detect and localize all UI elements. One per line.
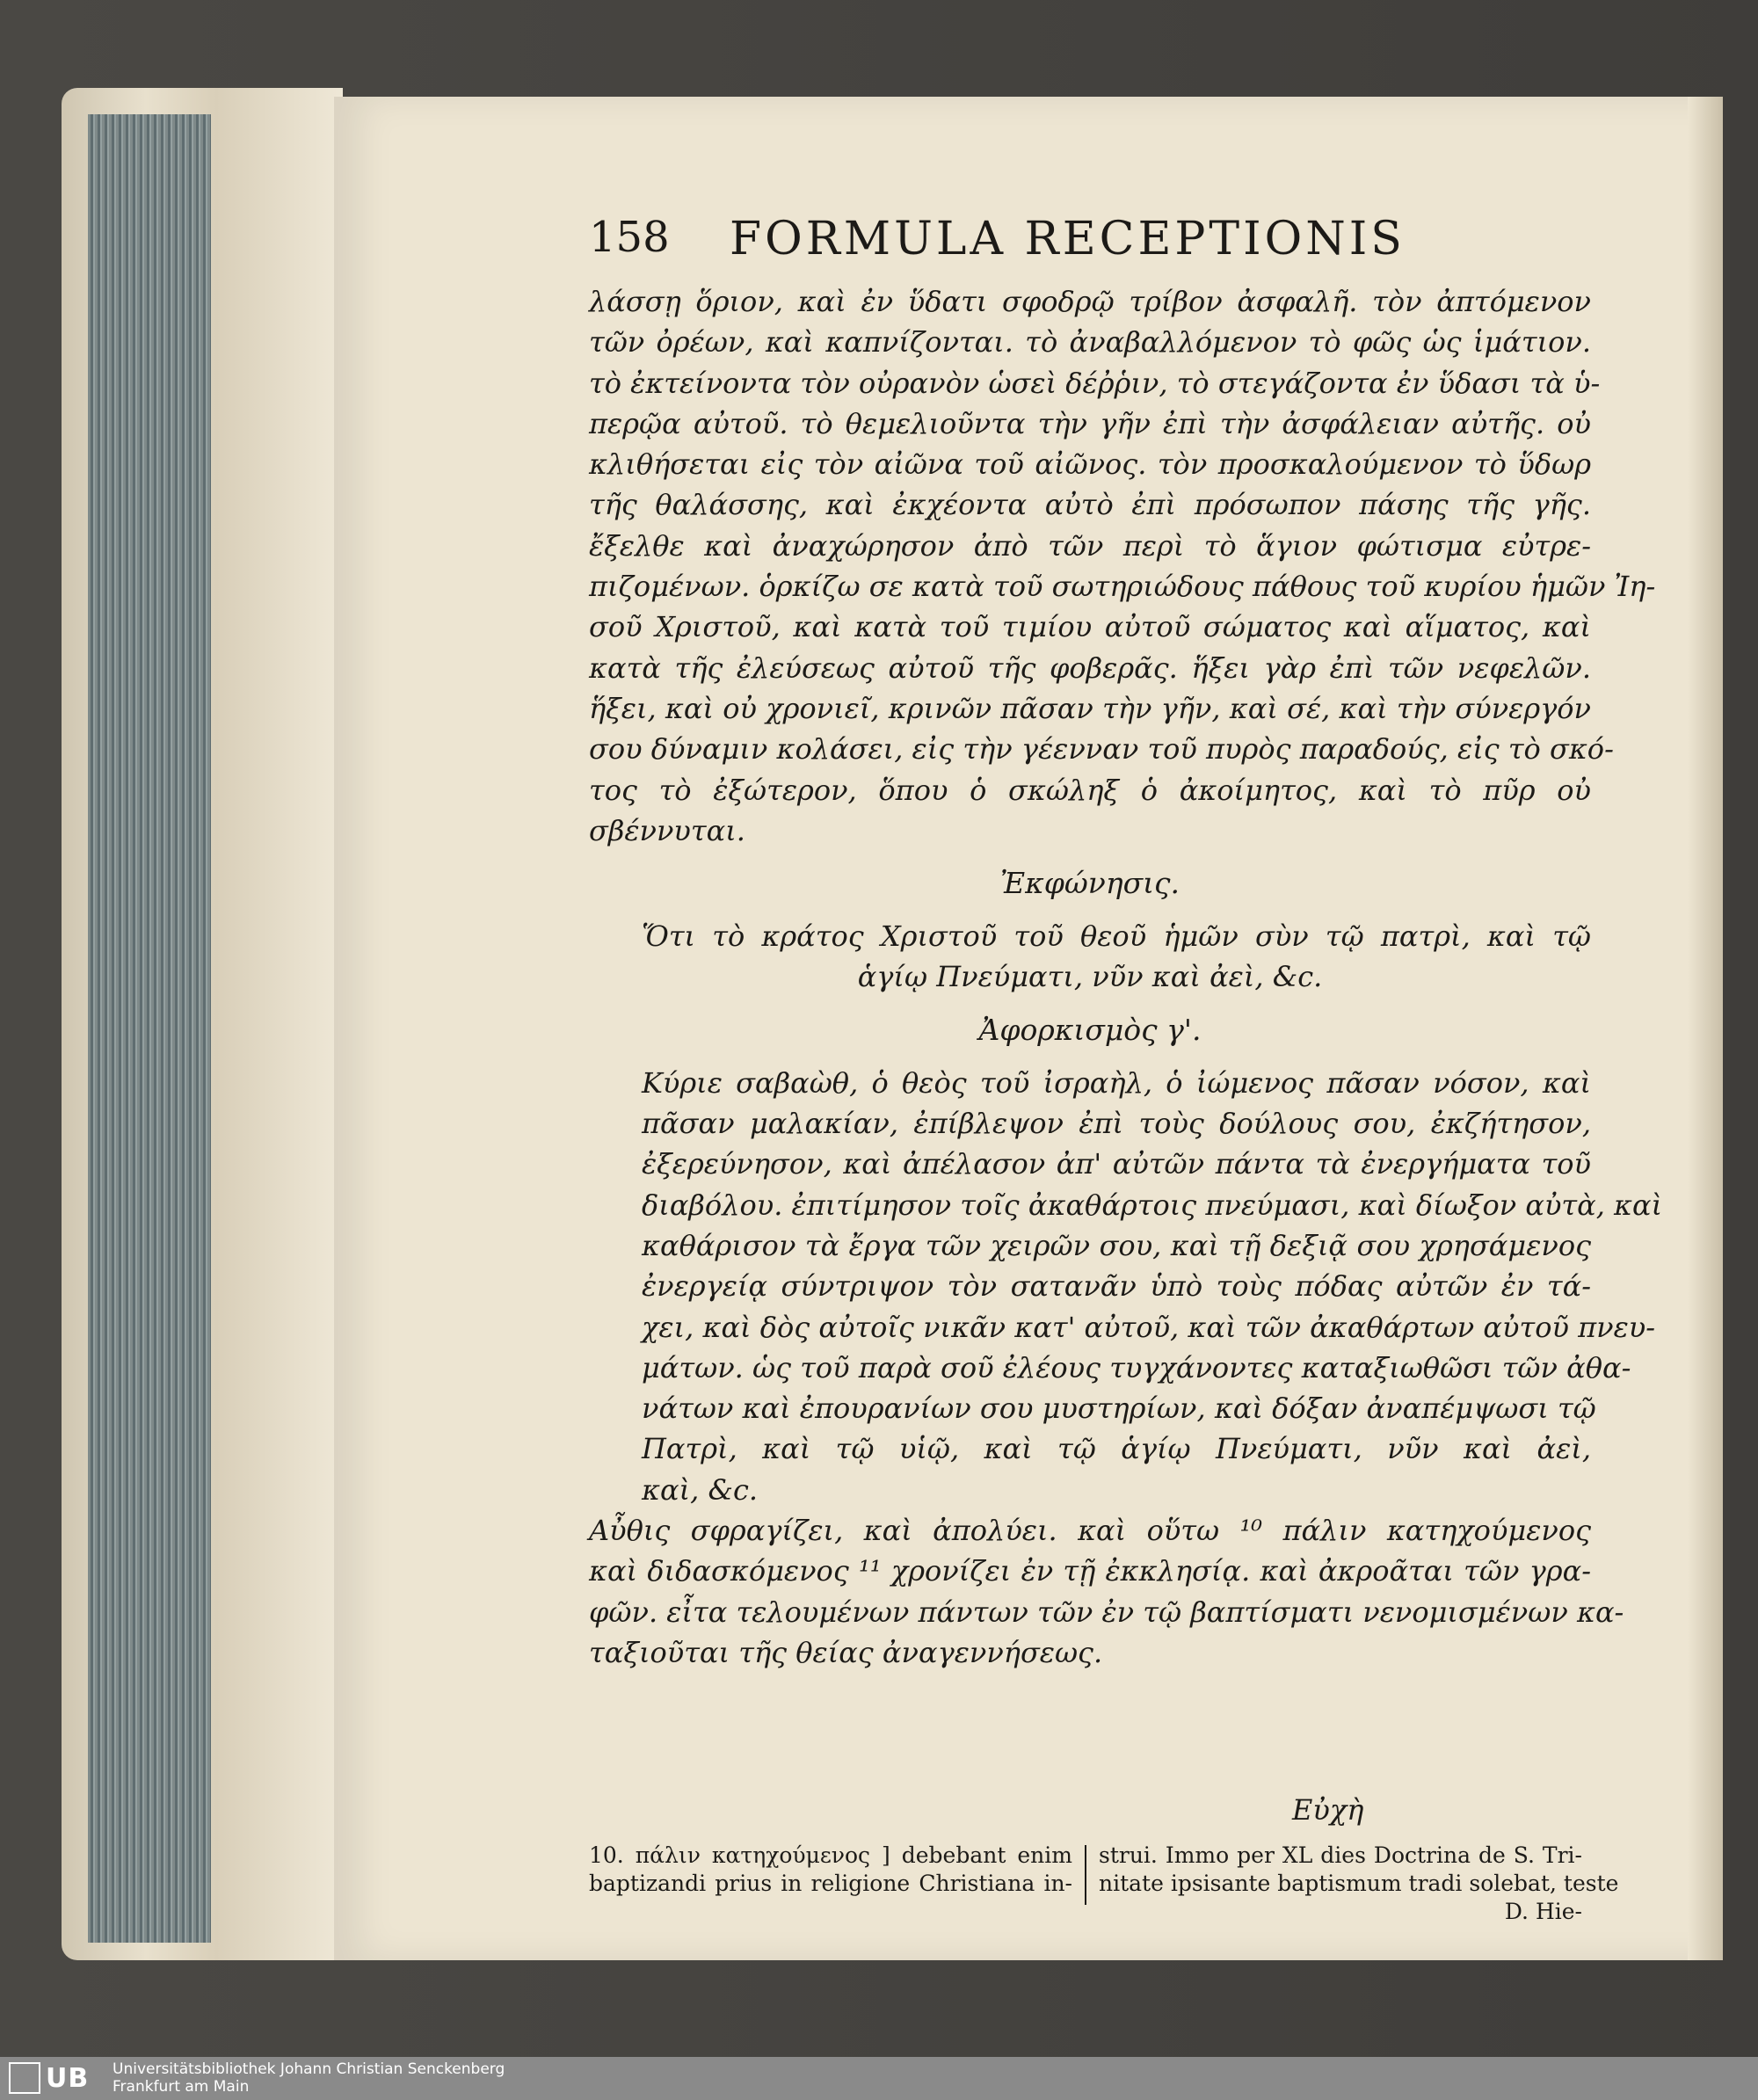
footnote-line: 10. πάλιν κατηχούμενος ] debebant enim xyxy=(589,1842,1072,1868)
text-line: Κύριε σαβαὼθ, ὁ θεὸς τοῦ ἰσραὴλ, ὁ ἰώμενος πᾶσαν νόσον, καὶ xyxy=(642,1065,1591,1100)
text-line: Ὅτι τὸ κράτος Χριστοῦ τοῦ θεοῦ ἡμῶν σὺν τῷ πατρὶ, καὶ τῷ xyxy=(642,919,1591,954)
text-line: πᾶσαν μαλακίαν, ἐπίβλεψον ἐπὶ τοὺς δούλους σου, ἐκζήτησον, xyxy=(642,1107,1591,1141)
page-number: 158 xyxy=(589,213,670,262)
text-line: Αὖθις σφραγίζει, καὶ ἀπολύει. καὶ οὕτω ¹⁰ πάλιν κατηχούμενος xyxy=(589,1514,1591,1548)
text-line: κατὰ τῆς ἐλεύσεως αὐτοῦ τῆς φοβερᾶς. ἥξει γὰρ ἐπὶ τῶν νεφελῶν. xyxy=(589,650,1591,685)
rubric-block xyxy=(589,1510,1624,1673)
page-gutter xyxy=(1688,97,1723,1960)
text-line: σβέννυται. xyxy=(589,813,745,847)
text-line: ἥξει, καὶ οὐ χρονιεῖ, κρινῶν πᾶσαν τὴν γῆν, καὶ σέ, καὶ τὴν σύνεργόν xyxy=(589,691,1591,725)
text-line: καθάρισον τὰ ἔργα τῶν χειρῶν σου, καὶ τῇ δεξιᾷ σου χρησάμενος xyxy=(642,1228,1591,1262)
text-line: διαβόλου. ἐπιτίμησον τοῖς ἀκαθάρτοις πνεύμασι, καὶ δίωξον αὐτὰ, καὶ xyxy=(642,1188,1663,1222)
footnote-line: baptizandi prius in religione Christiana in- xyxy=(589,1871,1072,1896)
footnote-line: nitate ipsisante baptismum tradi solebat, teste xyxy=(1099,1871,1619,1896)
library-name-line2: Frankfurt am Main xyxy=(113,2078,250,2096)
catchword: Εὐχὴ xyxy=(1292,1793,1364,1827)
text-line: μάτων. ὡς τοῦ παρὰ σοῦ ἐλέους τυγχάνοντες καταξιωθῶσι τῶν ἀθα- xyxy=(642,1350,1631,1384)
text-line: ἐνεργείᾳ σύντριψον τὸν σατανᾶν ὑπὸ τοὺς πόδας αὐτῶν ἐν τά- xyxy=(642,1269,1591,1304)
footnote-line: D. Hie- xyxy=(1504,1899,1582,1924)
text-line: τῶν ὀρέων, καὶ καπνίζονται. τὸ ἀναβαλλόμενον τὸ φῶς ὡς ἱμάτιον. xyxy=(589,325,1591,360)
ekphonesis-title: Ἐκφώνησις. xyxy=(999,866,1180,901)
text-line: φῶν. εἶτα τελουμένων πάντων τῶν ἐν τῷ βαπτίσματι νενομισμένων κα- xyxy=(589,1595,1624,1629)
text-line: τὸ ἐκτείνοντα τὸν οὐρανὸν ὡσεὶ δέῤῥιν, τὸ στεγάζοντα ἐν ὕδασι τὰ ὑ- xyxy=(589,366,1601,400)
book-page xyxy=(334,97,1723,1960)
text-line: περῷα αὐτοῦ. τὸ θεμελιοῦντα τὴν γῆν ἐπὶ τὴν ἀσφάλειαν αὐτῆς. οὐ xyxy=(589,406,1591,440)
running-head: FORMULA RECEPTIONIS xyxy=(730,213,1406,265)
text-line: ἐξερεύνησον, καὶ ἀπέλασον ἀπ' αὐτῶν πάντα τὰ ἐνεργήματα τοῦ xyxy=(642,1147,1591,1181)
text-line: καὶ, &c. xyxy=(642,1472,759,1507)
text-line: λάσσῃ ὅριον, καὶ ἐν ὕδατι σφοδρῷ τρίβον ἀσφαλῆ. τὸν ἀπτόμενον xyxy=(589,285,1591,318)
logo-text: UB xyxy=(46,2062,90,2094)
text-line: τος τὸ ἐξώτερον, ὅπου ὁ σκώληξ ὁ ἀκοίμητος, καὶ τὸ πῦρ οὐ xyxy=(589,773,1591,807)
third-exorcism-block xyxy=(589,1063,1663,1510)
library-name xyxy=(113,2060,505,2096)
exorcism-text-block xyxy=(589,281,1656,851)
text-line: νάτων καὶ ἐπουρανίων σου μυστηρίων, καὶ δόξαν ἀναπέμψωσι τῷ xyxy=(642,1392,1596,1426)
footnotes-left-column xyxy=(589,1842,1072,1898)
text-line: σοῦ Χριστοῦ, καὶ κατὰ τοῦ τιμίου αὐτοῦ σώματος καὶ αἵματος, καὶ xyxy=(589,610,1591,644)
text-line: σου δύναμιν κολάσει, εἰς τὴν γέενναν τοῦ πυρὸς παραδούς, εἰς τὸ σκό- xyxy=(589,732,1614,767)
text-line: χει, καὶ δὸς αὐτοῖς νικᾶν κατ' αὐτοῦ, καὶ τῶν ἀκαθάρτων αὐτοῦ πνευ- xyxy=(642,1310,1655,1344)
footnotes-right-column xyxy=(1099,1842,1619,1926)
text-line: καὶ διδασκόμενος ¹¹ χρονίζει ἐν τῇ ἐκκλησίᾳ. καὶ ἀκροᾶται τῶν γρα- xyxy=(589,1554,1591,1588)
text-line: κλιθήσεται εἰς τὸν αἰῶνα τοῦ αἰῶνος. τὸν προσκαλούμενον τὸ ὕδωρ xyxy=(589,447,1591,482)
footnote-line: strui. Immo per XL dies Doctrina de S. Tri- xyxy=(1099,1842,1582,1868)
text-line: πιζομένων. ὁρκίζω σε κατὰ τοῦ σωτηριώδους πάθους τοῦ κυρίου ἡμῶν Ἰη- xyxy=(589,570,1656,604)
text-line: Πατρὶ, καὶ τῷ υἱῷ, καὶ τῷ ἁγίῳ Πνεύματι, νῦν καὶ ἀεὶ, xyxy=(642,1432,1591,1466)
text-line: ταξιοῦται τῆς θείας ἀναγεννήσεως. xyxy=(589,1635,1103,1669)
ekphonesis-block xyxy=(589,916,1591,998)
library-name-line1: Universitätsbibliothek Johann Christian Senckenberg xyxy=(113,2060,505,2078)
text-line: τῆς θαλάσσης, καὶ ἐκχέοντα αὐτὸ ἐπὶ πρόσωπον πάσης τῆς γῆς. xyxy=(589,488,1591,522)
page-edges xyxy=(88,114,211,1943)
text-line: ἔξελθε καὶ ἀναχώρησον ἀπὸ τῶν περὶ τὸ ἅγιον φώτισμα εὐτρε- xyxy=(589,528,1591,563)
main-text xyxy=(589,281,1663,1673)
text-line: ἁγίῳ Πνεύματι, νῦν καὶ ἀεὶ, &c. xyxy=(857,960,1323,994)
aphorkismos-title: Ἀφορκισμὸς γ'. xyxy=(978,1012,1202,1047)
logo-square-icon xyxy=(9,2062,40,2094)
library-footer xyxy=(0,2057,1758,2100)
footnote-column-separator xyxy=(1085,1845,1086,1905)
ub-logo xyxy=(9,2062,89,2094)
